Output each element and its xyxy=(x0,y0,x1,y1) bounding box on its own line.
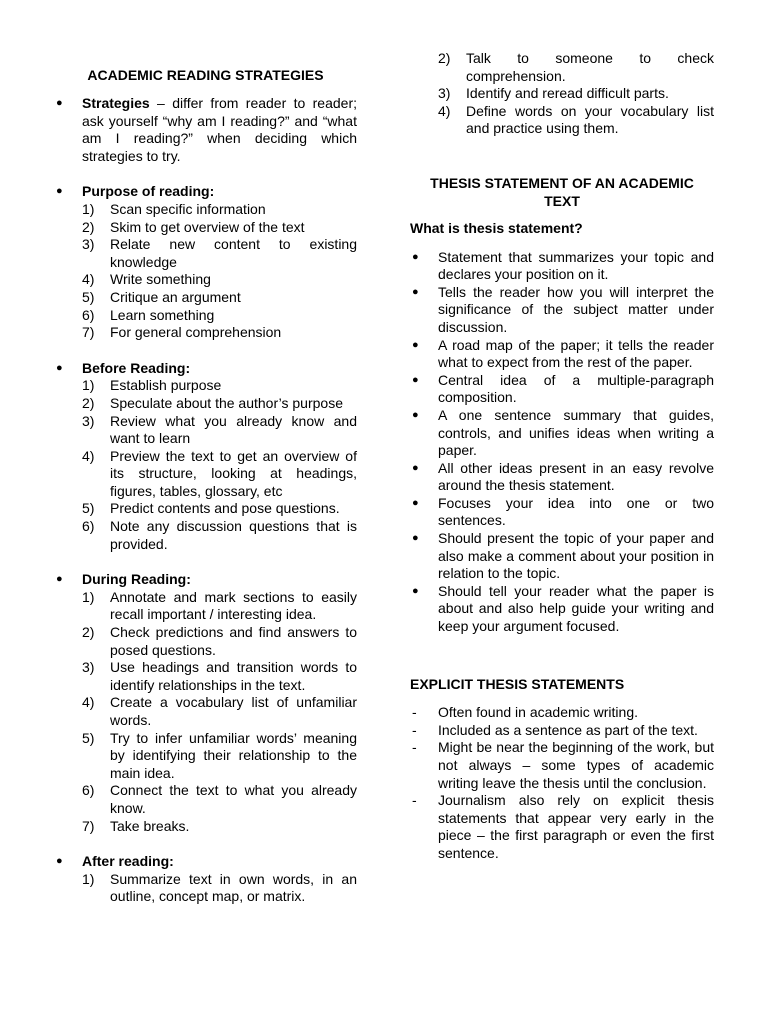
list-item xyxy=(410,337,714,372)
list-text: Try to infer unfamiliar words’ meaning by identifying their relationship to the main idea. xyxy=(110,729,357,781)
list-text: Review what you already know and want to learn xyxy=(110,412,357,447)
purpose-label: Purpose of reading: xyxy=(82,183,215,200)
list-item xyxy=(54,236,357,271)
before-reading-list xyxy=(54,377,357,553)
list-number: 4) xyxy=(438,102,451,119)
list-text: Central idea of a multiple-paragraph composition. xyxy=(438,371,714,406)
list-number: 2) xyxy=(82,218,95,235)
list-item xyxy=(410,249,714,284)
list-text: Identify and reread difficult parts. xyxy=(466,85,669,102)
thesis-bullet-list xyxy=(410,249,714,636)
list-item xyxy=(54,624,357,659)
bullet-icon: ● xyxy=(412,373,419,386)
list-item xyxy=(410,372,714,407)
strategies-bullet xyxy=(54,95,357,165)
list-item xyxy=(54,307,357,325)
list-item xyxy=(54,271,357,289)
list-text: Speculate about the author’s purpose xyxy=(110,394,343,411)
list-number: 2) xyxy=(438,50,451,66)
list-item xyxy=(410,50,714,85)
right-column xyxy=(410,0,714,863)
purpose-list xyxy=(54,201,357,342)
list-text: Tells the reader how you will interpret the significance of the subject matter under discussion. xyxy=(438,283,714,335)
list-item xyxy=(54,377,357,395)
list-text: Scan specific information xyxy=(110,200,266,217)
bullet-icon: ● xyxy=(56,855,63,868)
bullet-icon: ● xyxy=(412,250,419,263)
during-reading-label: During Reading: xyxy=(82,571,191,588)
list-item xyxy=(410,792,714,862)
bullet-icon: ● xyxy=(412,532,419,545)
bullet-icon: ● xyxy=(56,361,63,374)
list-number: 3) xyxy=(438,85,451,102)
list-item xyxy=(410,722,714,740)
thesis-section-title: THESIS STATEMENT OF AN ACADEMIC TEXT xyxy=(430,174,694,209)
before-reading-heading xyxy=(54,360,357,378)
list-text: Often found in academic writing. xyxy=(438,704,638,721)
list-item xyxy=(54,448,357,501)
list-text: Define words on your vocabulary list and practice using them. xyxy=(466,102,714,137)
list-item xyxy=(54,730,357,783)
during-reading-list xyxy=(54,589,357,835)
list-number: 4) xyxy=(82,447,95,464)
list-text: Check predictions and find answers to posed questions. xyxy=(110,624,357,658)
after-reading-heading xyxy=(54,853,357,871)
list-text: All other ideas present in an easy revolve around the thesis statement. xyxy=(438,459,714,494)
list-number: 1) xyxy=(82,377,95,394)
list-number: 5) xyxy=(82,729,95,746)
list-text: Establish purpose xyxy=(110,377,222,394)
list-item xyxy=(410,704,714,722)
list-text: Should present the topic of your paper and also make a comment about your position in relation to the topic. xyxy=(438,530,714,582)
dash-icon: - xyxy=(412,721,417,738)
list-text: Connect the text to what you already know. xyxy=(110,782,357,816)
list-text: Critique an argument xyxy=(110,288,241,305)
list-number: 2) xyxy=(82,394,95,411)
list-item xyxy=(410,407,714,460)
list-item xyxy=(54,518,357,553)
list-item xyxy=(410,460,714,495)
list-number: 4) xyxy=(82,271,95,288)
list-item xyxy=(54,324,357,342)
list-item xyxy=(54,589,357,624)
list-number: 1) xyxy=(82,870,95,887)
list-item xyxy=(54,871,357,906)
before-reading-label: Before Reading: xyxy=(82,359,191,376)
bullet-icon: ● xyxy=(56,185,63,198)
list-number: 5) xyxy=(82,500,95,517)
list-number: 3) xyxy=(82,236,95,253)
after-reading-list xyxy=(54,871,357,906)
list-text: Preview the text to get an overview of its structure, looking at headings, figures, tables, glossary, etc xyxy=(110,447,357,499)
list-text: Note any discussion questions that is provided. xyxy=(110,518,357,552)
list-item xyxy=(54,500,357,518)
list-text: Write something xyxy=(110,271,211,288)
list-item xyxy=(54,413,357,448)
list-text: Should tell your reader what the paper is about and also help guide your writing and keep your argument focused. xyxy=(438,582,714,635)
list-text: Journalism also rely on explicit thesis statements that appear very early in the piece – the first paragraph or even the first sentence. xyxy=(438,792,714,861)
list-text: For general comprehension xyxy=(110,324,282,341)
list-text: Included as a sentence as part of the text. xyxy=(438,721,698,738)
bullet-icon: ● xyxy=(56,97,63,109)
list-item xyxy=(410,583,714,636)
list-number: 6) xyxy=(82,518,95,535)
list-item xyxy=(410,85,714,103)
list-item xyxy=(54,782,357,817)
thesis-question: What is thesis statement? xyxy=(410,219,583,236)
list-number: 3) xyxy=(82,659,95,676)
list-item xyxy=(54,395,357,413)
list-item xyxy=(54,818,357,836)
bullet-icon: ● xyxy=(412,285,419,298)
list-text: Focuses your idea into one or two sentences. xyxy=(438,494,714,529)
list-number: 6) xyxy=(82,306,95,323)
list-text: Might be near the beginning of the work, but not always – some types of academic writing leave the thesis until the conclusion. xyxy=(438,739,714,791)
list-item xyxy=(54,201,357,219)
bullet-icon: ● xyxy=(412,461,419,474)
bullet-icon: ● xyxy=(56,573,63,586)
list-number: 6) xyxy=(82,782,95,799)
after-reading-list-continued xyxy=(410,50,714,138)
list-text: Annotate and mark sections to easily recall important / interesting idea. xyxy=(110,588,357,623)
list-text: Use headings and transition words to identify relationships in the text. xyxy=(110,659,357,693)
explicit-section-title: EXPLICIT THESIS STATEMENTS xyxy=(410,675,625,692)
page-title: ACADEMIC READING STRATEGIES xyxy=(87,67,324,83)
explicit-dash-list xyxy=(410,704,714,862)
during-reading-heading xyxy=(54,571,357,589)
list-item xyxy=(410,495,714,530)
list-text: Take breaks. xyxy=(110,817,190,834)
list-item xyxy=(54,659,357,694)
list-text: Skim to get overview of the text xyxy=(110,218,305,235)
list-number: 1) xyxy=(82,588,95,605)
list-text: A road map of the paper; it tells the reader what to expect from the rest of the paper. xyxy=(438,336,714,371)
list-number: 2) xyxy=(82,624,95,641)
list-number: 5) xyxy=(82,288,95,305)
list-text: Summarize text in own words, in an outline, concept map, or matrix. xyxy=(110,870,357,905)
after-reading-label: After reading: xyxy=(82,853,174,870)
list-text: Learn something xyxy=(110,306,215,323)
dash-icon: - xyxy=(412,792,417,809)
left-column xyxy=(54,0,357,906)
list-item xyxy=(410,530,714,583)
purpose-heading xyxy=(54,183,357,201)
dash-icon: - xyxy=(412,739,417,756)
list-item xyxy=(410,103,714,138)
bullet-icon: ● xyxy=(412,408,419,421)
list-item xyxy=(54,694,357,729)
list-text: Create a vocabulary list of unfamiliar words. xyxy=(110,694,357,728)
bullet-icon: ● xyxy=(412,338,419,351)
list-text: Relate new content to existing knowledge xyxy=(110,236,357,270)
list-item xyxy=(54,289,357,307)
list-item xyxy=(410,284,714,337)
list-text: Talk to someone to check comprehension. xyxy=(466,50,714,84)
dash-icon: - xyxy=(412,704,417,721)
strategies-label: Strategies xyxy=(82,95,150,111)
list-item xyxy=(410,739,714,792)
list-number: 1) xyxy=(82,200,95,217)
list-item xyxy=(54,219,357,237)
list-number: 3) xyxy=(82,412,95,429)
bullet-icon: ● xyxy=(412,496,419,509)
list-text: A one sentence summary that guides, controls, and unifies ideas when writing a paper. xyxy=(438,406,714,459)
list-number: 7) xyxy=(82,817,95,834)
list-number: 4) xyxy=(82,694,95,711)
list-number: 7) xyxy=(82,324,95,341)
list-text: Statement that summarizes your topic and declares your position on it. xyxy=(438,248,714,283)
strategies-text: – differ from reader to reader; ask yourself “why am I reading?” and “what am I reading?” when deciding which strategies to try. xyxy=(82,95,357,164)
list-text: Predict contents and pose questions. xyxy=(110,500,340,517)
bullet-icon: ● xyxy=(412,584,419,597)
